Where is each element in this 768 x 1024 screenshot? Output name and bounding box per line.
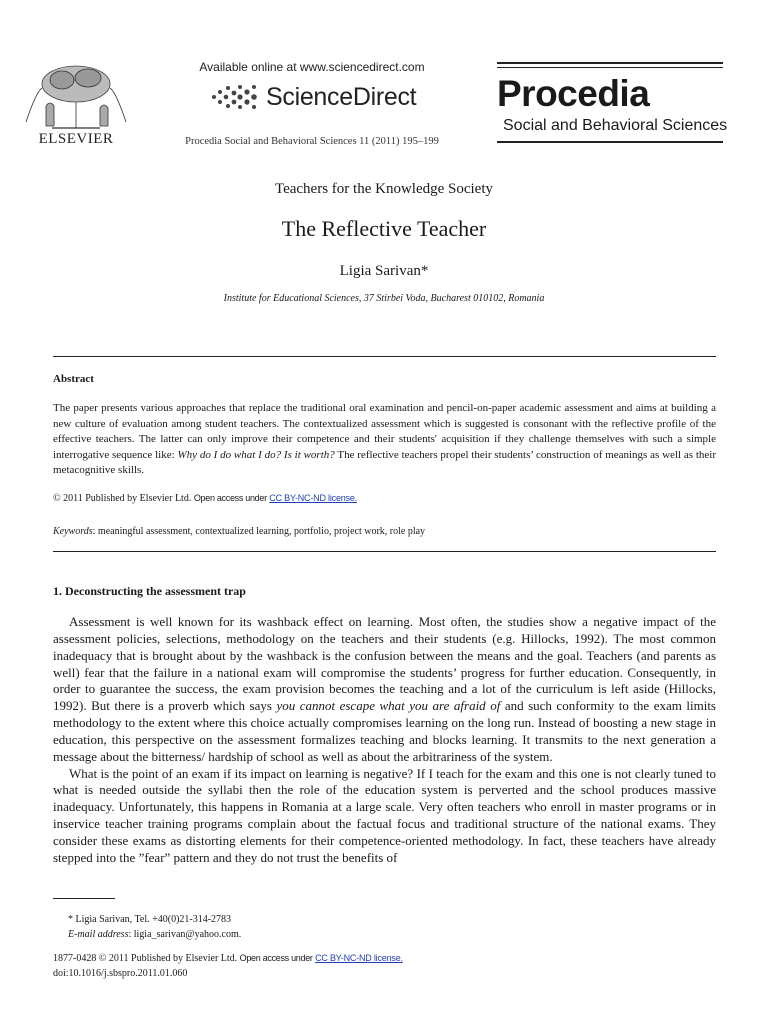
paragraph-1-part-b: and such conformity to the exam limits methodology to the extent where this choice actually compromises learning on the long run. Instead of boosting a new stage in education, this perspective on the assessment formalizes teaching and blocks learning. It transmits to the next generation a message about the bitterness/ hardship of school as well as about the arbitrariness of the system.: [53, 698, 716, 764]
keywords-label: Keywords: [53, 526, 93, 537]
procedia-rule-top: [497, 62, 723, 64]
footnote-email: [68, 929, 241, 940]
section-heading: 1. Deconstructing the assessment trap: [53, 584, 246, 598]
abstract-text: [53, 401, 716, 479]
footer-license-link[interactable]: CC BY-NC-ND license.: [315, 953, 403, 963]
footnote-contact: * Ligia Sarivan, Tel. +40(0)21-314-2783: [68, 914, 232, 925]
abstract-copyright: [53, 493, 357, 504]
issn-text: 1877-0428 © 2011 Published by Elsevier Ltd.: [53, 953, 238, 964]
sciencedirect-wordmark: ScienceDirect: [266, 82, 417, 111]
publisher-name: ELSEVIER: [38, 131, 114, 147]
abstract-heading: Abstract: [53, 373, 94, 385]
footnote-rule: [53, 898, 115, 899]
elsevier-tree-logo: [22, 62, 130, 132]
sciencedirect-logo: [210, 80, 416, 114]
procedia-rule-top-thin: [497, 67, 723, 68]
open-access-label: Open access under: [193, 493, 267, 503]
section-body: [53, 614, 716, 867]
abstract-text-part-1: The paper presents various approaches that replace the traditional oral examination and pencil-on-paper academic assessment and aims at building a new culture of evaluation among student teachers. The contextualized assessment which is suggested is consonant with the reflective profile of the effective teachers. The latter can only improve their competence and their students' acquisition if they challenge themselves with such a simple interrogative sequence like:: [53, 402, 716, 461]
license-link[interactable]: CC BY-NC-ND license.: [269, 493, 357, 503]
article-title: The Reflective Teacher: [281, 216, 487, 241]
email-label: E-mail address: [68, 929, 129, 940]
author-affiliation: Institute for Educational Sciences, 37 Stirbei Voda, Bucharest 010102, Romania: [223, 293, 545, 304]
keywords: [53, 526, 425, 537]
abstract-rule-bottom: [53, 551, 716, 552]
copyright-text: © 2011 Published by Elsevier Ltd.: [53, 493, 192, 504]
footer-issn: [53, 953, 403, 964]
paragraph-2: What is the point of an exam if its impact on learning is negative? If I teach for the exam and this one is not clearly tuned to what is needed outside the syllabi then the role of the education system is perverted and the school produces massive inadequacy. Unfortunately, this happens in Romania at a large scale. Very often teachers who enroll in master programs or in inservice teacher training programs complain about the factual focus and traditional structure of the national exams. They consider these exams as distorting elements for their competence-oriented methodology. In fact, these teachers have already stepped into the ”fear” pattern and they do not trust the benefits of: [53, 765, 716, 865]
footer-open-access-label: Open access under: [239, 953, 313, 963]
proverb: you cannot escape what you are afraid of: [276, 698, 501, 714]
article-author: Ligia Sarivan*: [339, 263, 429, 279]
procedia-wordmark: Procedia: [497, 73, 650, 114]
footer-doi: doi:10.1016/j.sbspro.2011.01.060: [53, 968, 188, 979]
abstract-text-part-2: The reflective teachers propel their students’ construction of meanings as well as their metacognitive skills.: [53, 448, 716, 477]
journal-citation: Procedia Social and Behavioral Sciences 11 (2011) 195–199: [185, 136, 439, 147]
procedia-rule-bottom: [497, 141, 723, 143]
available-online: Available online at www.sciencedirect.com: [199, 60, 425, 74]
email-address: : ligia_sarivan@yahoo.com.: [128, 929, 242, 940]
sciencedirect-dots-icon: [210, 83, 260, 111]
procedia-subtitle: Social and Behavioral Sciences: [503, 117, 728, 134]
abstract-rule-top: [53, 356, 716, 357]
abstract-question: Why do I do what I do? Is it worth?: [177, 448, 335, 461]
conference-name: Teachers for the Knowledge Society: [274, 181, 494, 197]
paragraph-1: [53, 614, 716, 766]
keywords-list: : meaningful assessment, contextualized learning, portfolio, project work, role play: [92, 526, 426, 537]
paragraph-1-part-a: Assessment is well known for its washback effect on learning. Most often, the studies show a negative impact of the assessment policies, selections, methodology on the teachers and their students (e.g. Hillocks, 1992). The most common inadequacy that is brought about by the washback is the confusion between the means and the goal. Teachers (and parents as well) fear that the failure in a national exam will compromise the students’ progress for further education. Consequently, in order to guarantee the success, the exam provision becomes the teaching and a lot of the curriculum is left aside (Hillocks, 1992). But there is a proverb which says: [53, 614, 716, 714]
